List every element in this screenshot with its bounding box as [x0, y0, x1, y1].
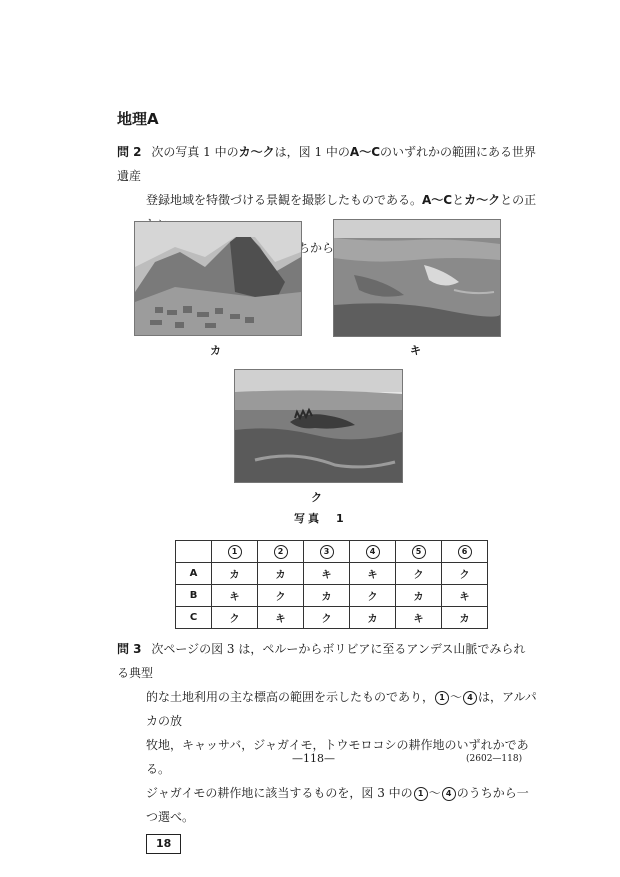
table-cell: キ — [258, 607, 304, 629]
question-3 — [117, 637, 537, 855]
table-cell: ク — [304, 607, 350, 629]
question-3-line-2: 的な土地利用の主な標高の範囲を示したものであり， 1 ～ 4 は，アルパカの放 — [146, 690, 537, 728]
photo-ka — [134, 221, 302, 336]
photo-label-ka: カ — [210, 344, 221, 357]
table-row-label: C — [176, 607, 212, 629]
table-header-cell: 6 — [442, 541, 488, 563]
table-header-cell: 2 — [258, 541, 304, 563]
table-cell: キ — [304, 563, 350, 585]
table-cell: ク — [258, 585, 304, 607]
table-row-label: A — [176, 563, 212, 585]
photo-ki — [333, 219, 501, 337]
choice-circle-1: 1 — [414, 787, 428, 801]
page-code: (2602—118) — [466, 754, 523, 764]
table-cell: キ — [350, 563, 396, 585]
table-cell: ク — [212, 607, 258, 629]
choice-circle-4: 4 — [442, 787, 456, 801]
table-cell: カ — [258, 563, 304, 585]
page-number: —118— — [292, 752, 335, 765]
table-cell: ク — [350, 585, 396, 607]
table-cell: カ — [212, 563, 258, 585]
table-cell: カ — [350, 607, 396, 629]
answer-box-18[interactable]: 18 — [146, 834, 181, 854]
question-2-line-2: 登録地域を特徴づける景観を撮影したものである。A～Cとカ～クとの正 — [146, 193, 537, 207]
table-row — [176, 585, 488, 607]
photo-caption: 写真 1 — [294, 512, 347, 525]
photo-ku — [234, 369, 403, 483]
table-cell: ク — [396, 563, 442, 585]
question-3-label: 問 3 — [117, 642, 142, 656]
table-header-cell: 5 — [396, 541, 442, 563]
table-row — [176, 563, 488, 585]
table-cell: ク — [442, 563, 488, 585]
table-header-cell: 3 — [304, 541, 350, 563]
table-cell: カ — [396, 585, 442, 607]
table-header-cell: 4 — [350, 541, 396, 563]
table-cell: カ — [304, 585, 350, 607]
question-3-line-4: ジャガイモの耕作地に該当するものを，図 3 中の 1 ～ 4 のうちから一つ選べ。 — [146, 786, 529, 824]
question-3-line-1: 問 3 次ページの図 3 は，ペルーからボリビアに至るアンデス山脈でみられる典型 — [117, 642, 526, 680]
table-cell: キ — [442, 585, 488, 607]
table-row — [176, 607, 488, 629]
choice-circle-4: 4 — [463, 691, 477, 705]
table-header-cell: 1 — [212, 541, 258, 563]
table-cell: カ — [442, 607, 488, 629]
photo-label-ku: ク — [311, 491, 322, 504]
question-2-line-1: 問 2 次の写真 1 中のカ～クは，図 1 中のA～Cのいずれかの範囲にある世界遺産 — [117, 145, 537, 183]
table-corner-cell — [176, 541, 212, 563]
table-cell: キ — [212, 585, 258, 607]
choice-circle-1: 1 — [435, 691, 449, 705]
question-3-answer-line — [117, 831, 537, 855]
question-2-label: 問 2 — [117, 145, 142, 159]
table-row-label: B — [176, 585, 212, 607]
photo-label-ki: キ — [410, 344, 421, 357]
question-3-line-3: 牧地，キャッサバ，ジャガイモ，トウモロコシの耕作地のいずれかである。 — [146, 738, 529, 776]
answer-table — [175, 540, 488, 629]
table-cell: キ — [396, 607, 442, 629]
table-header-row — [176, 541, 488, 563]
section-title: 地理A — [117, 110, 159, 128]
